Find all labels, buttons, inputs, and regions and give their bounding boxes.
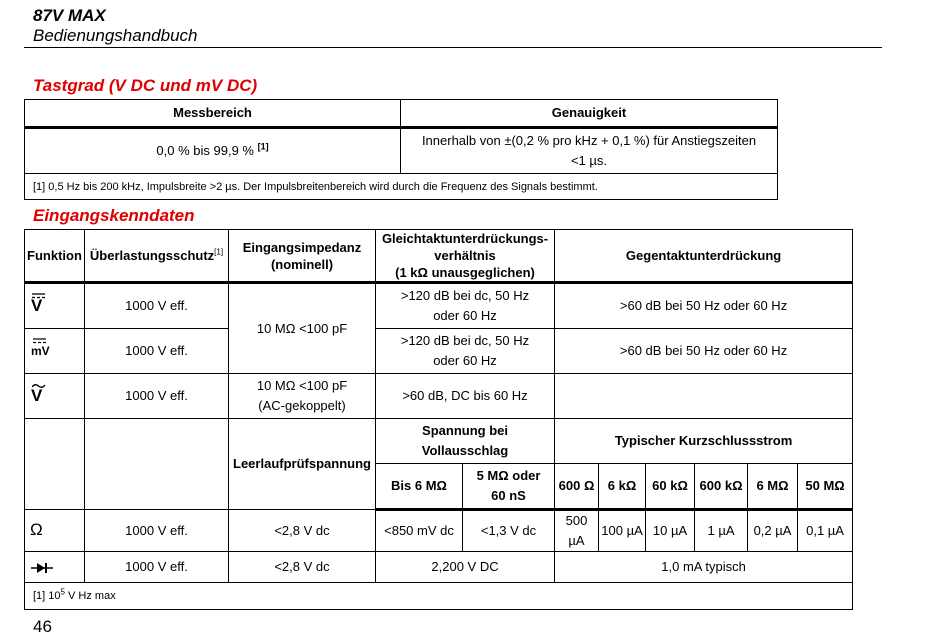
col-header-range-60kohm: 60 kΩ — [646, 464, 695, 510]
ohm-current-6mohm: 0,2 µA — [748, 510, 798, 552]
mvdc-overload: 1000 V eff. — [85, 329, 229, 374]
ohm-5mohm: <1,3 V dc — [463, 510, 555, 552]
diode-short-circuit: 1,0 mA typisch — [555, 552, 853, 583]
diode-overload: 1000 V eff. — [85, 552, 229, 583]
col-header-open-circuit: Leerlaufprüfspannung — [229, 419, 376, 510]
ohm-current-600kohm: 1 µA — [695, 510, 748, 552]
col-header-short-circuit: Typischer Kurzschlussstrom — [555, 419, 853, 464]
duty-cycle-table — [24, 99, 778, 200]
ohm-current-50mohm: 0,1 µA — [798, 510, 853, 552]
col-header-range-600ohm: 600 Ω — [555, 464, 599, 510]
ac-wave-icon — [32, 383, 46, 389]
duty-cycle-footnote: [1] 0,5 Hz bis 200 kHz, Impulsbreite >2 µs. Der Impulsbreitenbereich wird durch die Frequenz des Signals bestimmt. — [25, 174, 778, 200]
dc-shared-impedance: 10 MΩ <100 pF — [229, 283, 376, 374]
dc-bar-icon — [32, 293, 46, 299]
col-header-range-6mohm: 6 MΩ — [748, 464, 798, 510]
col-header-range-600kohm: 600 kΩ — [695, 464, 748, 510]
col-header-cmrr: Gleichtaktunterdrückungs- verhältnis (1 kΩ unausgeglichen) — [376, 230, 555, 283]
mvdc-symbol-icon: mV — [25, 329, 85, 374]
diode-open-circuit: <2,8 V dc — [229, 552, 376, 583]
ohm-symbol-icon: Ω — [25, 510, 85, 552]
vdc-overload: 1000 V eff. — [85, 283, 229, 329]
mvdc-cmrr: >120 dB bei dc, 50 Hz oder 60 Hz — [376, 329, 555, 374]
accuracy-cell: Innerhalb von ±(0,2 % pro kHz + 0,1 %) für Anstiegszeiten <1 µs. — [401, 128, 778, 174]
col-header-fullscale: Spannung bei Vollausschlag — [376, 419, 555, 464]
ohm-current-6kohm: 100 µA — [599, 510, 646, 552]
ohm-to-6mohm: <850 mV dc — [376, 510, 463, 552]
ohm-current-600ohm: 500 µA — [555, 510, 599, 552]
col-header-5mohm: 5 MΩ oder 60 nS — [463, 464, 555, 510]
vac-cmrr: >60 dB, DC bis 60 Hz — [376, 374, 555, 419]
dc-bar-icon — [33, 338, 47, 344]
ohm-overload: 1000 V eff. — [85, 510, 229, 552]
section-heading-input-specs: Eingangskenndaten — [33, 206, 195, 225]
col-header-range-6kohm: 6 kΩ — [599, 464, 646, 510]
vac-impedance: 10 MΩ <100 pF (AC-gekoppelt) — [229, 374, 376, 419]
page-number: 46 — [33, 617, 52, 636]
vdc-cmrr: >120 dB bei dc, 50 Hz oder 60 Hz — [376, 283, 555, 329]
input-characteristics-table — [24, 229, 853, 610]
section-heading-duty-cycle: Tastgrad (V DC und mV DC) — [33, 76, 258, 95]
manual-subtitle: Bedienungshandbuch — [33, 26, 198, 45]
diode-symbol-icon — [25, 552, 85, 583]
col-header-accuracy: Genauigkeit — [401, 100, 778, 128]
vdc-nmr: >60 dB bei 50 Hz oder 60 Hz — [555, 283, 853, 329]
vdc-symbol-icon: V — [25, 283, 85, 329]
col-header-overload: Überlastungsschutz[1] — [85, 230, 229, 283]
col-header-to-6mohm: Bis 6 MΩ — [376, 464, 463, 510]
manual-title: 87V MAX — [33, 6, 106, 25]
blank-function-cell — [25, 419, 85, 510]
mvdc-nmr: >60 dB bei 50 Hz oder 60 Hz — [555, 329, 853, 374]
col-header-range: Messbereich — [25, 100, 401, 128]
col-header-function: Funktion — [25, 230, 85, 283]
range-cell: 0,0 % bis 99,9 % [1] — [25, 128, 401, 174]
ohm-open-circuit: <2,8 V dc — [229, 510, 376, 552]
col-header-nmr: Gegentaktunterdrückung — [555, 230, 853, 283]
vac-overload: 1000 V eff. — [85, 374, 229, 419]
vac-nmr-empty — [555, 374, 853, 419]
vac-symbol-icon: V — [25, 374, 85, 419]
ohm-current-60kohm: 10 µA — [646, 510, 695, 552]
input-specs-footnote: [1] $10^5$ V Hz max — [25, 583, 853, 610]
header-divider — [24, 47, 882, 48]
diode-fullscale: 2,200 V DC — [376, 552, 555, 583]
col-header-impedance: Eingangsimpedanz (nominell) — [229, 230, 376, 283]
blank-overload-cell — [85, 419, 229, 510]
col-header-range-50mohm: 50 MΩ — [798, 464, 853, 510]
